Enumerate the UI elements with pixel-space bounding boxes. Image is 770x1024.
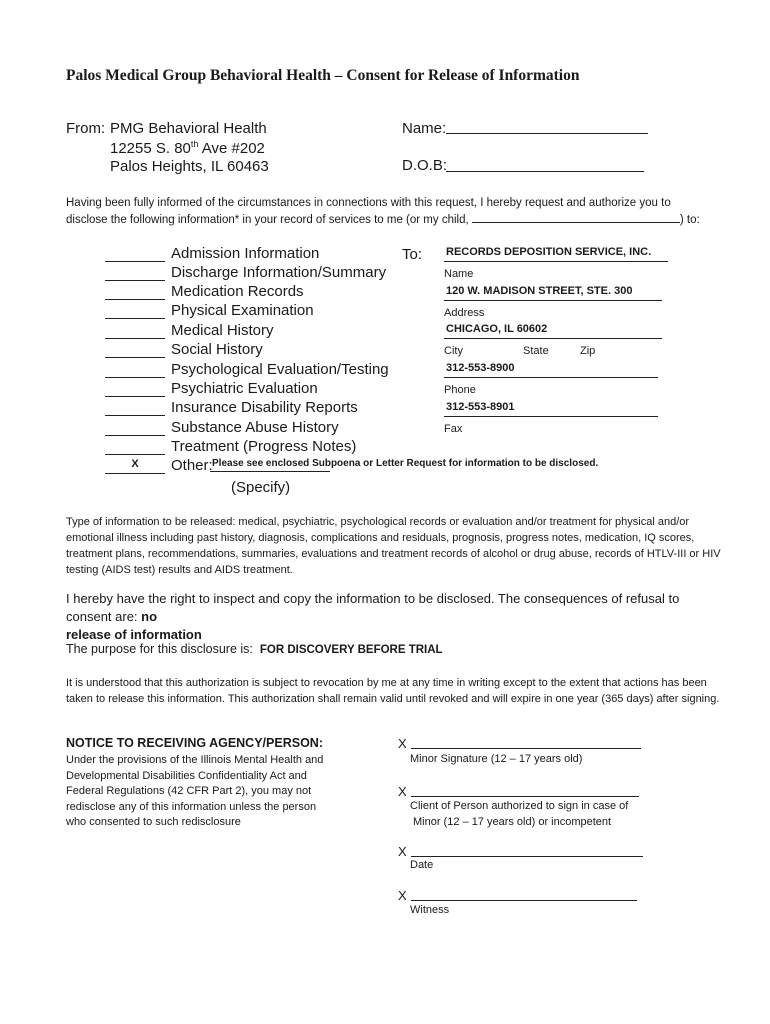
dob-field[interactable] <box>446 171 644 172</box>
intro-paragraph <box>66 195 726 229</box>
name-label: Name: <box>402 120 447 137</box>
date-x: X <box>398 844 407 859</box>
recipient-address-caption: Address <box>444 307 485 319</box>
recipient-fax[interactable]: 312-553-8901 <box>446 401 515 413</box>
witness-caption: Witness <box>410 904 450 916</box>
client-signature-x: X <box>398 784 407 799</box>
checklist-item-physical[interactable]: Physical Examination <box>105 302 395 321</box>
client-signature-caption-1: Client of Person authorized to sign in case of <box>410 800 629 812</box>
client-signature-caption-2: Minor (12 – 17 years old) or incompetent <box>413 816 612 828</box>
other-specify-underline <box>210 471 330 472</box>
checklist-item-other[interactable]: X Other: <box>105 457 395 476</box>
notice-body: Under the provisions of the Illinois Mental Health and Developmental Disabilities Confidentiality Act and Federal Regulations (42 CFR Part 2), you may not redisclose any of this information unless the person who consented to such redisclosure <box>66 754 324 828</box>
specify-label: (Specify) <box>231 479 291 496</box>
name-field[interactable] <box>446 133 648 134</box>
minor-signature-x: X <box>398 736 407 751</box>
checklist-item-medical-history[interactable]: Medical History <box>105 322 395 341</box>
revocation-paragraph: It is understood that this authorization is subject to revocation by me at any time in writing except to the extent that actions has been taken to release this information. This authorization shall remain valid until revoked and will expire in one year (365 days) after signing. <box>66 677 720 705</box>
checklist-item-social-history[interactable]: Social History <box>105 341 395 360</box>
intro-line-2: disclose the following information* in your record of services to me (or my child, ) to: <box>66 214 700 226</box>
recipient-city-caption: City <box>444 345 463 357</box>
purpose-label: The purpose for this disclosure is: <box>66 642 253 656</box>
purpose-value: FOR DISCOVERY BEFORE TRIAL <box>259 644 443 656</box>
from-street: 12255 S. 80th Ave #202 <box>110 139 265 157</box>
purpose-line <box>66 640 726 659</box>
other-specify-value: Please see enclosed Subpoena or Letter Request for information to be disclosed. <box>212 458 599 469</box>
checklist-item-discharge[interactable]: Discharge Information/Summary <box>105 264 395 283</box>
checklist-item-insurance[interactable]: Insurance Disability Reports <box>105 399 395 418</box>
checklist-item-psychological[interactable]: Psychological Evaluation/Testing <box>105 361 395 380</box>
info-type-paragraph: Type of information to be released: medical, psychiatric, psychological records or evaluation and/or treatment for physical and/or emotional illness including past history, diagnosis, complications and residuals, prognosis, progress notes, medication, IQ scores, treatment plans, recommendations, summaries, evaluations and treatment records of alcohol or drug abuse, records of HTLV-III or HIV testing (AIDS test) results and AIDS treatment. <box>66 516 721 576</box>
recipient-zip-caption: Zip <box>580 345 596 357</box>
recipient-fax-caption: Fax <box>444 423 463 435</box>
to-label: To: <box>402 246 423 263</box>
from-org: PMG Behavioral Health <box>110 120 267 137</box>
recipient-address[interactable]: 120 W. MADISON STREET, STE. 300 <box>446 285 633 297</box>
date-caption: Date <box>410 859 434 871</box>
checklist-item-medication[interactable]: Medication Records <box>105 283 395 302</box>
recipient-name[interactable]: RECORDS DEPOSITION SERVICE, INC. <box>446 246 652 258</box>
client-signature-field[interactable] <box>411 796 639 797</box>
recipient-phone[interactable]: 312-553-8900 <box>446 362 515 374</box>
checklist-item-substance[interactable]: Substance Abuse History <box>105 419 395 438</box>
from-city: Palos Heights, IL 60463 <box>110 158 269 175</box>
child-name-field[interactable] <box>472 213 680 223</box>
recipient-city[interactable]: CHICAGO, IL 60602 <box>446 323 548 335</box>
date-field[interactable] <box>411 856 643 857</box>
witness-field[interactable] <box>411 900 637 901</box>
checklist-item-treatment[interactable]: Treatment (Progress Notes) <box>105 438 395 457</box>
page-title: Palos Medical Group Behavioral Health – Consent for Release of Information <box>66 67 580 84</box>
checklist-item-admission[interactable]: Admission Information <box>105 245 395 264</box>
notice-heading: NOTICE TO RECEIVING AGENCY/PERSON: <box>66 736 323 750</box>
recipient-state-caption: State <box>523 345 549 357</box>
from-label: From: <box>66 120 106 137</box>
recipient-phone-caption: Phone <box>444 384 476 396</box>
minor-signature-caption: Minor Signature (12 – 17 years old) <box>410 753 583 765</box>
intro-line-1: Having been fully informed of the circumstances in connections with this request, I hereby request and authorize you to <box>66 197 671 209</box>
rights-paragraph: I hereby have the right to inspect and copy the information to be disclosed. The consequences of refusal to consent are: no release of information <box>66 591 680 642</box>
minor-signature-field[interactable] <box>411 748 641 749</box>
witness-x: X <box>398 888 407 903</box>
checklist-item-psychiatric[interactable]: Psychiatric Evaluation <box>105 380 395 399</box>
dob-label: D.O.B: <box>402 157 448 174</box>
recipient-name-caption: Name <box>444 268 474 280</box>
